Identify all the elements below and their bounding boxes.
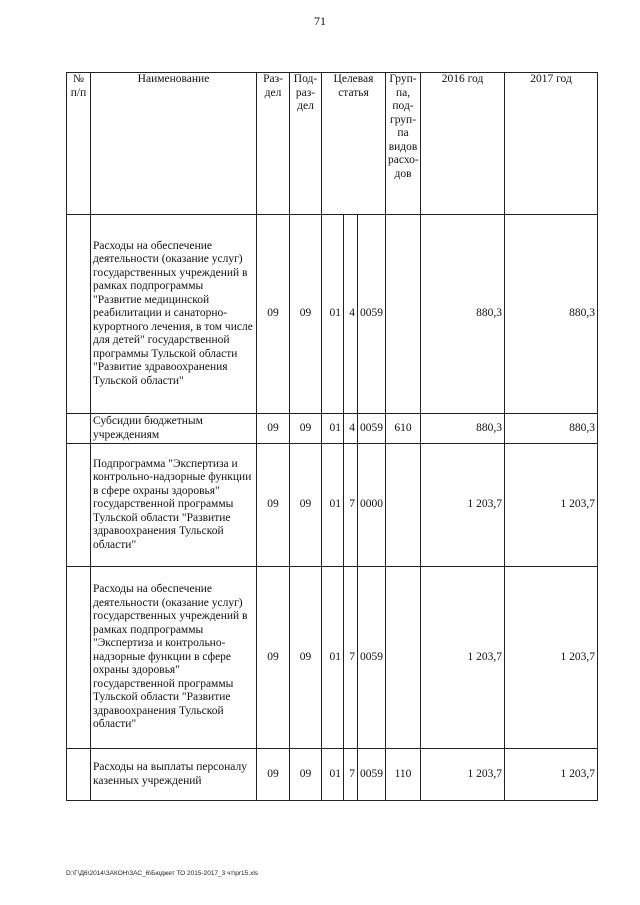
cell-ts-program: 01 <box>322 444 344 567</box>
cell-ts-program: 01 <box>322 749 344 801</box>
cell-2016: 880,3 <box>421 215 505 414</box>
header-2017: 2017 год <box>505 73 598 215</box>
cell-group <box>386 567 421 749</box>
cell-name: Подпрограмма "Экспертиза и контрольно-надзорные функции в сфере охраны здоровья" государственной программы Тульской области "Развитие здравоохранения Тульской области" <box>91 444 257 567</box>
cell-podrazdel: 09 <box>290 215 322 414</box>
cell-group: 110 <box>386 749 421 801</box>
cell-razdel: 09 <box>257 444 290 567</box>
cell-ts-direction: 0059 <box>358 749 386 801</box>
budget-table <box>66 72 598 801</box>
cell-name: Субсидии бюджетным учреждениям <box>91 414 257 444</box>
cell-ts-subprogram: 7 <box>344 749 358 801</box>
cell-razdel: 09 <box>257 567 290 749</box>
page-number: 71 <box>314 14 326 28</box>
header-podrazdel: Под- раз- дел <box>290 73 322 215</box>
header-num: № п/п <box>67 73 91 215</box>
cell-num <box>67 215 91 414</box>
header-group: Груп- па, под- груп- па видов расхо- дов <box>386 73 421 215</box>
cell-group <box>386 215 421 414</box>
cell-group <box>386 444 421 567</box>
cell-ts-subprogram: 4 <box>344 215 358 414</box>
cell-2016: 1 203,7 <box>421 444 505 567</box>
header-razdel: Раз- дел <box>257 73 290 215</box>
file-path-footer: D:\Г\Д6\2014\ЗАКОН\ЗАС_6\Бюджет ТО 2015-2017_3 чт\pr15.xls <box>66 870 259 877</box>
cell-ts-subprogram: 7 <box>344 444 358 567</box>
cell-num <box>67 567 91 749</box>
cell-razdel: 09 <box>257 215 290 414</box>
table-row <box>67 444 598 567</box>
cell-2016: 1 203,7 <box>421 749 505 801</box>
cell-num <box>67 414 91 444</box>
cell-num <box>67 444 91 567</box>
cell-ts-subprogram: 4 <box>344 414 358 444</box>
cell-name: Расходы на выплаты персоналу казенных учреждений <box>91 749 257 801</box>
cell-podrazdel: 09 <box>290 749 322 801</box>
cell-podrazdel: 09 <box>290 414 322 444</box>
cell-2017: 1 203,7 <box>505 567 598 749</box>
cell-ts-subprogram: 7 <box>344 567 358 749</box>
table-row <box>67 215 598 414</box>
cell-razdel: 09 <box>257 749 290 801</box>
cell-podrazdel: 09 <box>290 444 322 567</box>
cell-ts-direction: 0000 <box>358 444 386 567</box>
cell-ts-program: 01 <box>322 567 344 749</box>
cell-name: Расходы на обеспечение деятельности (оказание услуг) государственных учреждений в рамках подпрограммы "Экспертиза и контрольно-надзорные функции в сфере охраны здоровья" государственной программы Тульской области "Развитие здравоохранения Тульской области" <box>91 567 257 749</box>
header-name: Наименование <box>91 73 257 215</box>
table-row <box>67 567 598 749</box>
cell-2017: 1 203,7 <box>505 749 598 801</box>
cell-num <box>67 749 91 801</box>
cell-2017: 880,3 <box>505 215 598 414</box>
cell-ts-program: 01 <box>322 414 344 444</box>
cell-group: 610 <box>386 414 421 444</box>
table-row <box>67 749 598 801</box>
header-row <box>67 73 598 215</box>
cell-name: Расходы на обеспечение деятельности (оказание услуг) государственных учреждений в рамках подпрограммы "Развитие медицинской реабилитации и санаторно-курортного лечения, в том числе для детей" государственной программы Тульской области "Развитие здравоохранения Тульской области" <box>91 215 257 414</box>
cell-2016: 1 203,7 <box>421 567 505 749</box>
cell-ts-direction: 0059 <box>358 567 386 749</box>
cell-2017: 880,3 <box>505 414 598 444</box>
cell-ts-direction: 0059 <box>358 215 386 414</box>
cell-ts-direction: 0059 <box>358 414 386 444</box>
cell-ts-program: 01 <box>322 215 344 414</box>
table-row <box>67 414 598 444</box>
header-target-article: Целевая статья <box>322 73 386 215</box>
cell-2016: 880,3 <box>421 414 505 444</box>
cell-razdel: 09 <box>257 414 290 444</box>
header-2016: 2016 год <box>421 73 505 215</box>
cell-2017: 1 203,7 <box>505 444 598 567</box>
cell-podrazdel: 09 <box>290 567 322 749</box>
